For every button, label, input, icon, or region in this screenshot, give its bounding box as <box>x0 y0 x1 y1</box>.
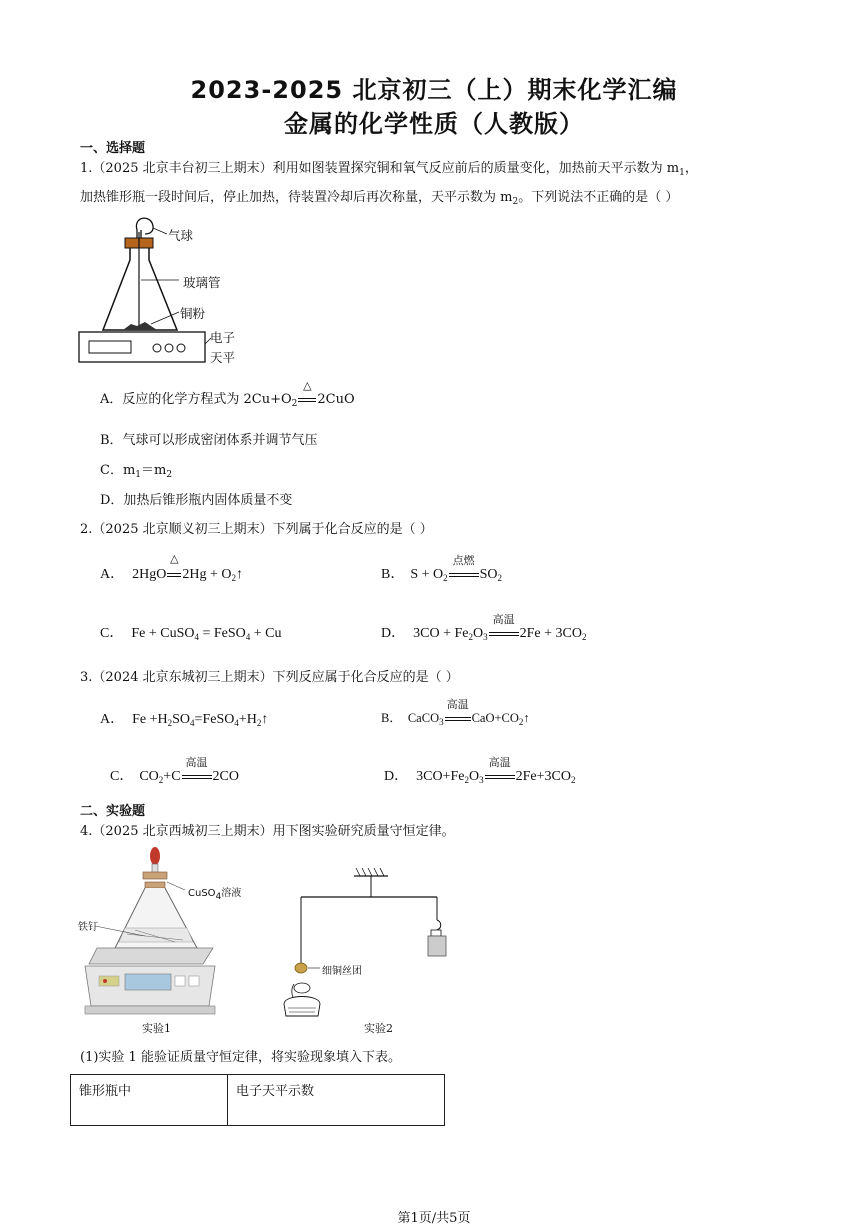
q2-option-d: D． $3CO + Fe_2O_3$ 高温 $2Fe + 3CO_2$ <box>381 613 587 642</box>
q3-option-a: A． $Fe +H_2SO_4=FeSO_4+H_2↑$ <box>100 712 269 728</box>
label-balloon: 气球 <box>168 228 194 243</box>
balloon-shape <box>136 218 153 234</box>
experiment2-caption: 实验2 <box>364 1022 393 1035</box>
balance-pan <box>89 948 213 964</box>
document-title-line1: 2023-2025 北京初三（上）期末化学汇编 <box>190 76 678 104</box>
table-header-balance: 电子天平示数 <box>228 1075 445 1126</box>
q1-stem-line2: 加热锥形瓶一段时间后，停止加热，待装置冷却后再次称量，天平示数为 $m_2$。下列说法不正确的是（ ） <box>80 190 679 207</box>
q1-option-b: B．气球可以形成密闭体系并调节气压 <box>100 433 318 448</box>
q4-stem: 4.（2025 北京西城初三上期末）用下图实验研究质量守恒定律。 <box>80 824 455 839</box>
q3-stem: 3.（2024 北京东城初三上期末）下列反应属于化合反应的是（ ） <box>80 670 459 685</box>
q4-subquestion-1: (1)实验 1 能验证质量守恒定律，将实验现象填入下表。 <box>80 1050 401 1065</box>
label-balance-line2: 天平 <box>210 350 236 365</box>
q3-option-b: B． CaCO$_3$ 高温 $CaO+CO_2↑$ <box>381 698 530 727</box>
label-copper-coil: 细铜丝团 <box>322 966 362 977</box>
experiment2-figure <box>280 864 465 1022</box>
section-heading-choice: 一、选择题 <box>80 141 146 156</box>
q2-stem: 2.（2025 北京顺义初三上期末）下列属于化合反应的是（ ） <box>80 522 433 537</box>
page-footer: 第1页/共5页 <box>397 1211 471 1226</box>
experiment1-caption: 实验1 <box>142 1022 171 1035</box>
q2-option-b: B． $S + O_2$ 点燃 $SO_2$ <box>381 554 503 583</box>
q3-option-d: D． $3CO+Fe_2O_3$ 高温 $2Fe+3CO_2$ <box>384 756 576 785</box>
q1-option-c: C．$m_1=m_2$ <box>100 463 173 480</box>
q2-option-c: C． Fe + CuSO$_4$ = FeSO$_4$ + Cu <box>100 626 282 642</box>
q1-option-a: A．反应的化学方程式为 $2Cu+O_2$ △ 2CuO <box>100 379 355 409</box>
label-cuso4-solution: CuSO$_4$溶液 <box>188 888 242 902</box>
alcohol-lamp <box>284 997 320 1017</box>
label-glass-tube: 玻璃管 <box>183 275 221 290</box>
q3-option-c: C． $CO_2+C$ 高温 2CO <box>110 756 239 785</box>
table-header-flask: 锥形瓶中 <box>71 1075 228 1126</box>
table-row <box>71 1075 445 1126</box>
dropper-bulb <box>150 847 160 865</box>
q2-option-a: A． 2HgO △ $2Hg + O_2↑$ <box>100 552 243 583</box>
weight <box>428 936 446 956</box>
label-balance-line1: 电子 <box>210 330 236 345</box>
document-title-line2: 金属的化学性质（人教版） <box>284 110 584 138</box>
q1-stem-line1: 1.（2025 北京丰台初三上期末）利用如图装置探究铜和氧气反应前后的质量变化，加热前天平示数为 $m_1$， <box>80 161 698 178</box>
label-iron-nail: 铁钉 <box>78 922 98 933</box>
q4-answer-table <box>70 1074 445 1126</box>
section-heading-experiment: 二、实验题 <box>80 804 146 819</box>
q1-option-d: D．加热后锥形瓶内固体质量不变 <box>100 493 293 508</box>
label-copper-powder: 铜粉 <box>180 306 206 321</box>
copper-coil <box>295 963 307 973</box>
